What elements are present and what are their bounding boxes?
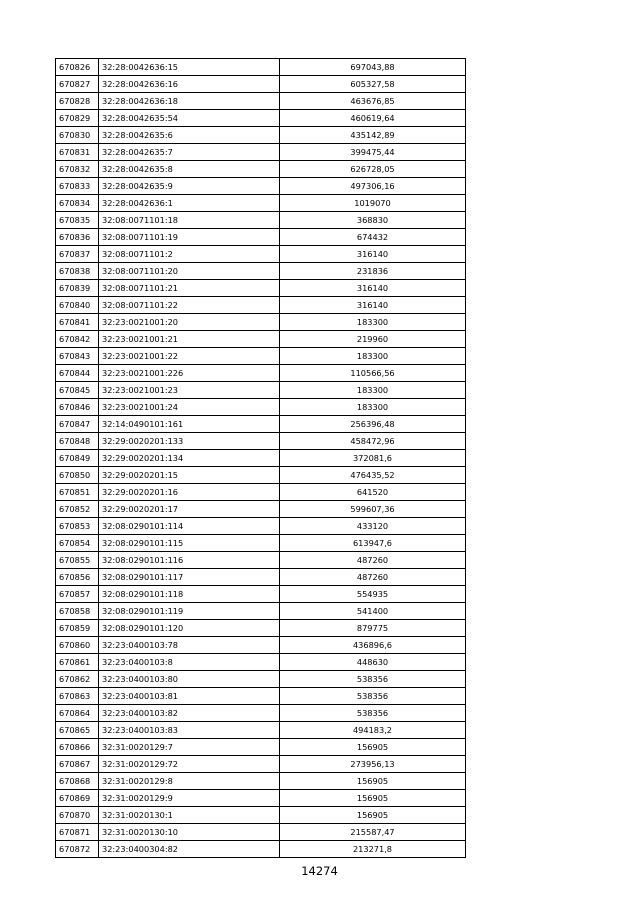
table-row (56, 501, 466, 518)
row-number-cell: 670846 (56, 399, 99, 416)
table-row (56, 195, 466, 212)
value-cell: 156905 (280, 773, 466, 790)
cadastral-number-cell: 32:23:0400103:80 (99, 671, 280, 688)
cadastral-number-cell: 32:14:0490101:161 (99, 416, 280, 433)
table-row (56, 280, 466, 297)
table-row (56, 246, 466, 263)
value-cell: 460619,64 (280, 110, 466, 127)
value-cell: 458472,96 (280, 433, 466, 450)
cadastral-number-cell: 32:08:0290101:120 (99, 620, 280, 637)
table-row (56, 93, 466, 110)
value-cell: 256396,48 (280, 416, 466, 433)
cadastral-number-cell: 32:23:0400103:81 (99, 688, 280, 705)
table-row (56, 365, 466, 382)
value-cell: 497306,16 (280, 178, 466, 195)
cadastral-number-cell: 32:23:0021001:24 (99, 399, 280, 416)
table-row (56, 722, 466, 739)
row-number-cell: 670872 (56, 841, 99, 858)
value-cell: 183300 (280, 348, 466, 365)
value-cell: 879775 (280, 620, 466, 637)
row-number-cell: 670837 (56, 246, 99, 263)
table-row (56, 688, 466, 705)
table-row (56, 331, 466, 348)
table-row (56, 382, 466, 399)
value-cell: 1019070 (280, 195, 466, 212)
table-row (56, 263, 466, 280)
value-cell: 399475,44 (280, 144, 466, 161)
value-cell: 368830 (280, 212, 466, 229)
row-number-cell: 670858 (56, 603, 99, 620)
row-number-cell: 670838 (56, 263, 99, 280)
table-row (56, 620, 466, 637)
value-cell: 436896,6 (280, 637, 466, 654)
cadastral-number-cell: 32:31:0020129:7 (99, 739, 280, 756)
cadastral-number-cell: 32:08:0071101:20 (99, 263, 280, 280)
cadastral-number-cell: 32:08:0071101:2 (99, 246, 280, 263)
value-cell: 487260 (280, 569, 466, 586)
cadastral-number-cell: 32:29:0020201:16 (99, 484, 280, 501)
value-cell: 697043,88 (280, 59, 466, 76)
value-cell: 372081,6 (280, 450, 466, 467)
table-row (56, 399, 466, 416)
cadastral-number-cell: 32:08:0290101:118 (99, 586, 280, 603)
value-cell: 215587,47 (280, 824, 466, 841)
value-cell: 435142,89 (280, 127, 466, 144)
cadastral-number-cell: 32:23:0400103:8 (99, 654, 280, 671)
row-number-cell: 670830 (56, 127, 99, 144)
value-cell: 183300 (280, 314, 466, 331)
cadastral-number-cell: 32:23:0021001:20 (99, 314, 280, 331)
table-row (56, 110, 466, 127)
value-cell: 641520 (280, 484, 466, 501)
table-row (56, 212, 466, 229)
value-cell: 626728,05 (280, 161, 466, 178)
value-cell: 316140 (280, 246, 466, 263)
table-row (56, 433, 466, 450)
row-number-cell: 670855 (56, 552, 99, 569)
row-number-cell: 670863 (56, 688, 99, 705)
table-row (56, 467, 466, 484)
value-cell: 110566,56 (280, 365, 466, 382)
table-row (56, 314, 466, 331)
cadastral-number-cell: 32:28:0042635:54 (99, 110, 280, 127)
value-cell: 219960 (280, 331, 466, 348)
cadastral-number-cell: 32:29:0020201:134 (99, 450, 280, 467)
table-row (56, 569, 466, 586)
row-number-cell: 670867 (56, 756, 99, 773)
row-number-cell: 670828 (56, 93, 99, 110)
value-cell: 156905 (280, 807, 466, 824)
table-row (56, 484, 466, 501)
value-cell: 463676,85 (280, 93, 466, 110)
row-number-cell: 670865 (56, 722, 99, 739)
row-number-cell: 670861 (56, 654, 99, 671)
cadastral-number-cell: 32:08:0071101:19 (99, 229, 280, 246)
table-row (56, 773, 466, 790)
table-row (56, 144, 466, 161)
table-row (56, 824, 466, 841)
row-number-cell: 670854 (56, 535, 99, 552)
table-row (56, 739, 466, 756)
value-cell: 541400 (280, 603, 466, 620)
row-number-cell: 670851 (56, 484, 99, 501)
row-number-cell: 670826 (56, 59, 99, 76)
row-number-cell: 670864 (56, 705, 99, 722)
row-number-cell: 670845 (56, 382, 99, 399)
row-number-cell: 670833 (56, 178, 99, 195)
cadastral-number-cell: 32:23:0400304:82 (99, 841, 280, 858)
row-number-cell: 670857 (56, 586, 99, 603)
value-cell: 487260 (280, 552, 466, 569)
row-number-cell: 670832 (56, 161, 99, 178)
value-cell: 538356 (280, 671, 466, 688)
table-row (56, 348, 466, 365)
row-number-cell: 670859 (56, 620, 99, 637)
table-body (56, 59, 466, 858)
table-row (56, 756, 466, 773)
cadastral-number-cell: 32:23:0021001:22 (99, 348, 280, 365)
cadastral-number-cell: 32:31:0020129:8 (99, 773, 280, 790)
table-row (56, 535, 466, 552)
row-number-cell: 670831 (56, 144, 99, 161)
row-number-cell: 670871 (56, 824, 99, 841)
row-number-cell: 670860 (56, 637, 99, 654)
row-number-cell: 670827 (56, 76, 99, 93)
value-cell: 433120 (280, 518, 466, 535)
cadastral-number-cell: 32:31:0020129:72 (99, 756, 280, 773)
row-number-cell: 670836 (56, 229, 99, 246)
value-cell: 231836 (280, 263, 466, 280)
value-cell: 316140 (280, 297, 466, 314)
cadastral-number-cell: 32:28:0042636:16 (99, 76, 280, 93)
cadastral-number-cell: 32:28:0042635:6 (99, 127, 280, 144)
cadastral-number-cell: 32:08:0290101:117 (99, 569, 280, 586)
cadastral-number-cell: 32:23:0021001:23 (99, 382, 280, 399)
table-row (56, 127, 466, 144)
cadastral-number-cell: 32:29:0020201:133 (99, 433, 280, 450)
cadastral-value-table (55, 58, 466, 858)
value-cell: 538356 (280, 688, 466, 705)
table-row (56, 603, 466, 620)
value-cell: 213271,8 (280, 841, 466, 858)
row-number-cell: 670866 (56, 739, 99, 756)
table-row (56, 671, 466, 688)
table-row (56, 297, 466, 314)
cadastral-number-cell: 32:28:0042636:1 (99, 195, 280, 212)
value-cell: 605327,58 (280, 76, 466, 93)
cadastral-number-cell: 32:29:0020201:15 (99, 467, 280, 484)
row-number-cell: 670852 (56, 501, 99, 518)
row-number-cell: 670843 (56, 348, 99, 365)
table-row (56, 76, 466, 93)
cadastral-number-cell: 32:29:0020201:17 (99, 501, 280, 518)
value-cell: 554935 (280, 586, 466, 603)
value-cell: 599607,36 (280, 501, 466, 518)
row-number-cell: 670848 (56, 433, 99, 450)
value-cell: 476435,52 (280, 467, 466, 484)
row-number-cell: 670834 (56, 195, 99, 212)
table-row (56, 654, 466, 671)
cadastral-number-cell: 32:31:0020130:1 (99, 807, 280, 824)
value-cell: 273956,13 (280, 756, 466, 773)
value-cell: 538356 (280, 705, 466, 722)
cadastral-number-cell: 32:08:0071101:21 (99, 280, 280, 297)
table-row (56, 552, 466, 569)
cadastral-number-cell: 32:08:0290101:115 (99, 535, 280, 552)
value-cell: 613947,6 (280, 535, 466, 552)
page-number: 14274 (301, 864, 338, 878)
table-row (56, 518, 466, 535)
cadastral-number-cell: 32:28:0042636:15 (99, 59, 280, 76)
table-row (56, 841, 466, 858)
table-row (56, 586, 466, 603)
table-row (56, 229, 466, 246)
row-number-cell: 670840 (56, 297, 99, 314)
cadastral-number-cell: 32:28:0042635:7 (99, 144, 280, 161)
table-row (56, 161, 466, 178)
cadastral-number-cell: 32:23:0400103:83 (99, 722, 280, 739)
row-number-cell: 670844 (56, 365, 99, 382)
row-number-cell: 670868 (56, 773, 99, 790)
cadastral-number-cell: 32:31:0020129:9 (99, 790, 280, 807)
cadastral-number-cell: 32:28:0042635:9 (99, 178, 280, 195)
row-number-cell: 670842 (56, 331, 99, 348)
cadastral-number-cell: 32:08:0290101:119 (99, 603, 280, 620)
row-number-cell: 670829 (56, 110, 99, 127)
row-number-cell: 670856 (56, 569, 99, 586)
table-row (56, 807, 466, 824)
row-number-cell: 670853 (56, 518, 99, 535)
cadastral-number-cell: 32:28:0042635:8 (99, 161, 280, 178)
table-row (56, 416, 466, 433)
row-number-cell: 670869 (56, 790, 99, 807)
row-number-cell: 670849 (56, 450, 99, 467)
value-cell: 494183,2 (280, 722, 466, 739)
value-cell: 156905 (280, 790, 466, 807)
table-row (56, 705, 466, 722)
cadastral-number-cell: 32:23:0400103:78 (99, 637, 280, 654)
value-cell: 674432 (280, 229, 466, 246)
cadastral-number-cell: 32:08:0290101:114 (99, 518, 280, 535)
row-number-cell: 670862 (56, 671, 99, 688)
row-number-cell: 670870 (56, 807, 99, 824)
cadastral-number-cell: 32:31:0020130:10 (99, 824, 280, 841)
cadastral-number-cell: 32:08:0071101:18 (99, 212, 280, 229)
table-row (56, 450, 466, 467)
row-number-cell: 670847 (56, 416, 99, 433)
cadastral-number-cell: 32:08:0290101:116 (99, 552, 280, 569)
value-cell: 316140 (280, 280, 466, 297)
cadastral-number-cell: 32:28:0042636:18 (99, 93, 280, 110)
cadastral-number-cell: 32:23:0021001:226 (99, 365, 280, 382)
cadastral-number-cell: 32:23:0400103:82 (99, 705, 280, 722)
value-cell: 183300 (280, 399, 466, 416)
value-cell: 448630 (280, 654, 466, 671)
row-number-cell: 670835 (56, 212, 99, 229)
value-cell: 183300 (280, 382, 466, 399)
table-row (56, 790, 466, 807)
row-number-cell: 670841 (56, 314, 99, 331)
cadastral-number-cell: 32:08:0071101:22 (99, 297, 280, 314)
value-cell: 156905 (280, 739, 466, 756)
row-number-cell: 670839 (56, 280, 99, 297)
row-number-cell: 670850 (56, 467, 99, 484)
table-row (56, 637, 466, 654)
table-row (56, 59, 466, 76)
table-row (56, 178, 466, 195)
cadastral-number-cell: 32:23:0021001:21 (99, 331, 280, 348)
